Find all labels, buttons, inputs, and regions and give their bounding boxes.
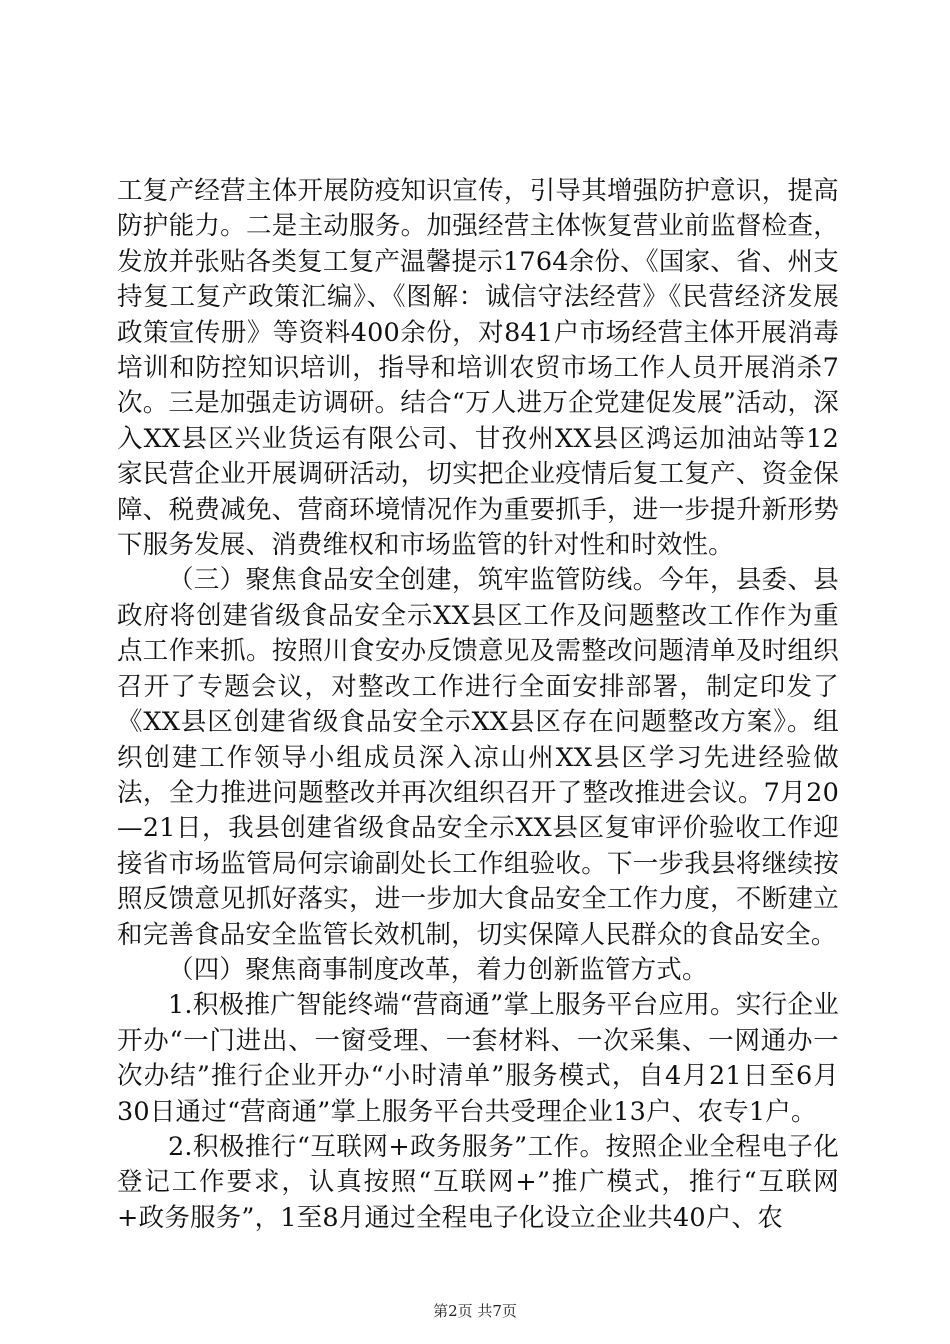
paragraph-food-safety: （三）聚焦食品安全创建，筑牢监管防线。今年，县委、县政府将创建省级食品安全示XX县区工作及问题整改工作作为重点工作来抓。按照川食安办反馈意见及需整改问题清单及时组织召开了专题会议，对整改工作进行全面安排部署，制定印发了《XX县区创建省级食品安全示XX县区存在问题整改方案》。组织创建工作领导小组成员深入凉山州XX县区学习先进经验做法，全力推进问题整改并再次组织召开了整改推进会议。7月20—21日，我县创建省级食品安全示XX县区复审评价验收工作迎接省市场监管局何宗谕副处长工作组验收。下一步我县将继续按照反馈意见抓好落实，进一步加大食品安全工作力度，不断建立和完善食品安全监管长效机制，切实保障人民群众的食品安全。 [117, 565, 839, 950]
paragraph-item-1: 1.积极推广智能终端“营商通”掌上服务平台应用。实行企业开办“一门进出、一窗受理、一套材料、一次采集、一网通办一次办结”推行企业开办“小时清单”服务模式，自4月21日至6月30日通过“营商通”掌上服务平台共受理企业13户、农专1户。 [117, 990, 839, 1127]
page-number-footer: 第2页 共7页 [433, 1302, 517, 1320]
paragraph-item-2: 2.积极推行“互联网+政务服务”工作。按照企业全程电子化登记工作要求，认真按照“互联网+”推广模式，推行“互联网+政务服务”，1至8月通过全程电子化设立企业共40户、农 [117, 1131, 839, 1233]
paragraph-commercial-reform-heading: （四）聚焦商事制度改革，着力创新监管方式。 [168, 954, 708, 985]
paragraph-continuation: 工复产经营主体开展防疫知识宣传，引导其增强防护意识，提高防护能力。二是主动服务。加强经营主体恢复营业前监督检查，发放并张贴各类复工复产温馨提示1764余份、《国家、省、州支持复工复产政策汇编》、《图解：诚信守法经营》《民营经济发展政策宣传册》等资料400余份，对841户市场经营主体开展消毒培训和防控知识培训，指导和培训农贸市场工作人员开展消杀7次。三是加强走访调研。结合“万人进万企党建促发展”活动，深入XX县区兴业货运有限公司、甘孜州XX县区鸿运加油站等12家民营企业开展调研活动，切实把企业疫情后复工复产、资金保障、税费减免、营商环境情况作为重要抓手，进一步提升新形势下服务发展、消费维权和市场监管的针对性和时效性。 [117, 176, 839, 561]
document-body [117, 174, 839, 1236]
